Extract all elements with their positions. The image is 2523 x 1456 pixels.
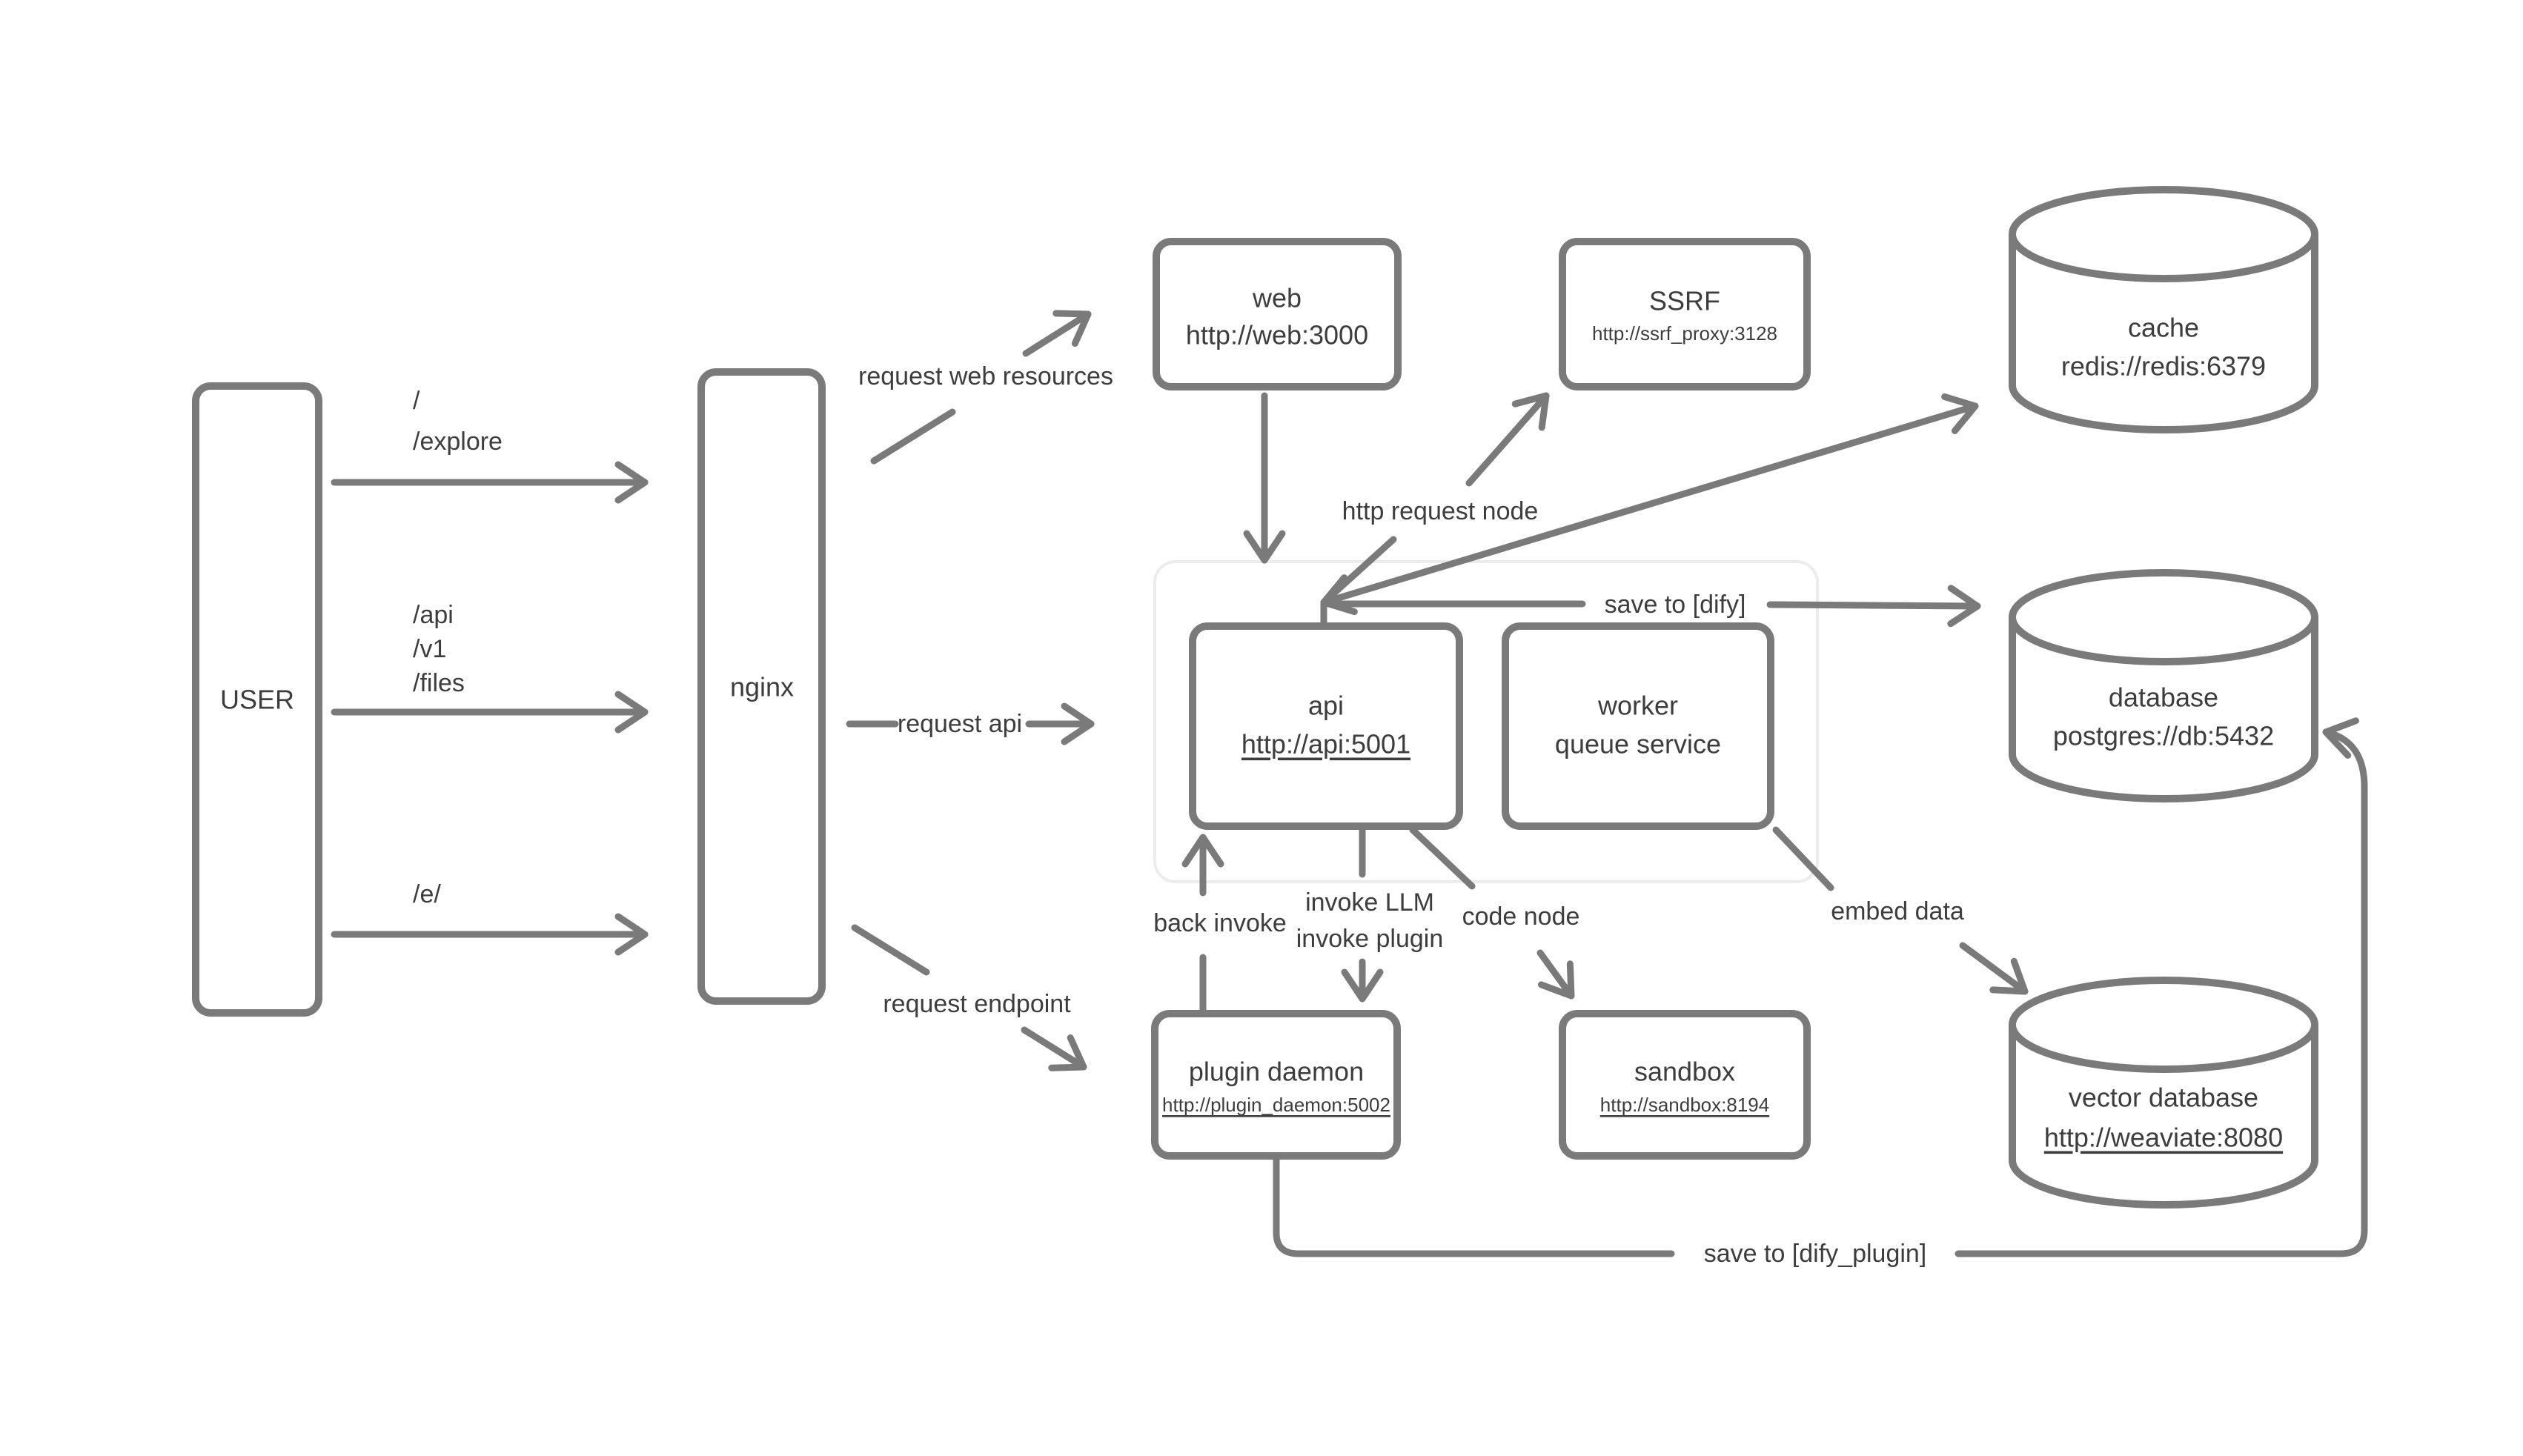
node-ssrf-url: http://ssrf_proxy:3128: [1591, 322, 1778, 345]
node-plugin-daemon-url: http://plugin_daemon:5002: [1162, 1094, 1390, 1116]
node-vector-database-label: vector database: [2068, 1082, 2259, 1113]
node-user-label: USER: [219, 684, 295, 715]
label-invoke-llm: invoke LLM: [1305, 888, 1434, 917]
node-vector-database-top: [2012, 980, 2315, 1069]
label-http-request-node: http request node: [1342, 497, 1539, 525]
node-database-top: [2012, 573, 2315, 662]
node-api-label: api: [1307, 690, 1345, 721]
node-database-label: database: [2108, 682, 2219, 713]
label-code-node: code node: [1462, 902, 1580, 931]
node-cache-url: redis://redis:6379: [2060, 350, 2267, 382]
label-back-invoke: back invoke: [1153, 909, 1287, 937]
label-path-files: /files: [413, 669, 465, 697]
label-invoke-plugin: invoke plugin: [1296, 925, 1444, 953]
node-nginx-label: nginx: [729, 671, 795, 702]
edge-api-database-seg2: [1770, 605, 1977, 606]
label-request-api: request api: [897, 710, 1023, 738]
node-cache-label: cache: [2127, 312, 2200, 343]
node-web-label: web: [1252, 282, 1302, 313]
node-cache-top: [2012, 190, 2315, 279]
node-sandbox-label: sandbox: [1634, 1056, 1736, 1087]
node-worker-label: worker: [1597, 690, 1679, 721]
label-path-root: /: [413, 387, 420, 415]
node-worker-sublabel: queue service: [1554, 728, 1722, 759]
node-api-url: http://api:5001: [1241, 728, 1411, 759]
node-ssrf-label: SSRF: [1648, 285, 1721, 316]
label-path-explore: /explore: [413, 428, 503, 456]
node-vector-database-url: http://weaviate:8080: [2043, 1122, 2284, 1153]
label-path-v1: /v1: [413, 635, 447, 663]
node-sandbox-url: http://sandbox:8194: [1599, 1094, 1770, 1116]
node-web: [1156, 242, 1398, 387]
label-path-api: /api: [413, 601, 454, 629]
node-worker: [1505, 626, 1771, 826]
node-api: [1193, 626, 1459, 826]
label-path-e: /e/: [413, 880, 441, 908]
node-plugin-daemon-label: plugin daemon: [1188, 1056, 1365, 1087]
label-save-to-dify-plugin: save to [dify_plugin]: [1703, 1240, 1927, 1268]
label-request-web-resources: request web resources: [858, 362, 1113, 390]
label-request-endpoint: request endpoint: [883, 990, 1071, 1018]
label-embed-data: embed data: [1831, 897, 1964, 925]
label-save-to-dify: save to [dify]: [1604, 591, 1746, 619]
node-database-url: postgres://db:5432: [2052, 720, 2275, 751]
node-web-url: http://web:3000: [1185, 319, 1369, 350]
